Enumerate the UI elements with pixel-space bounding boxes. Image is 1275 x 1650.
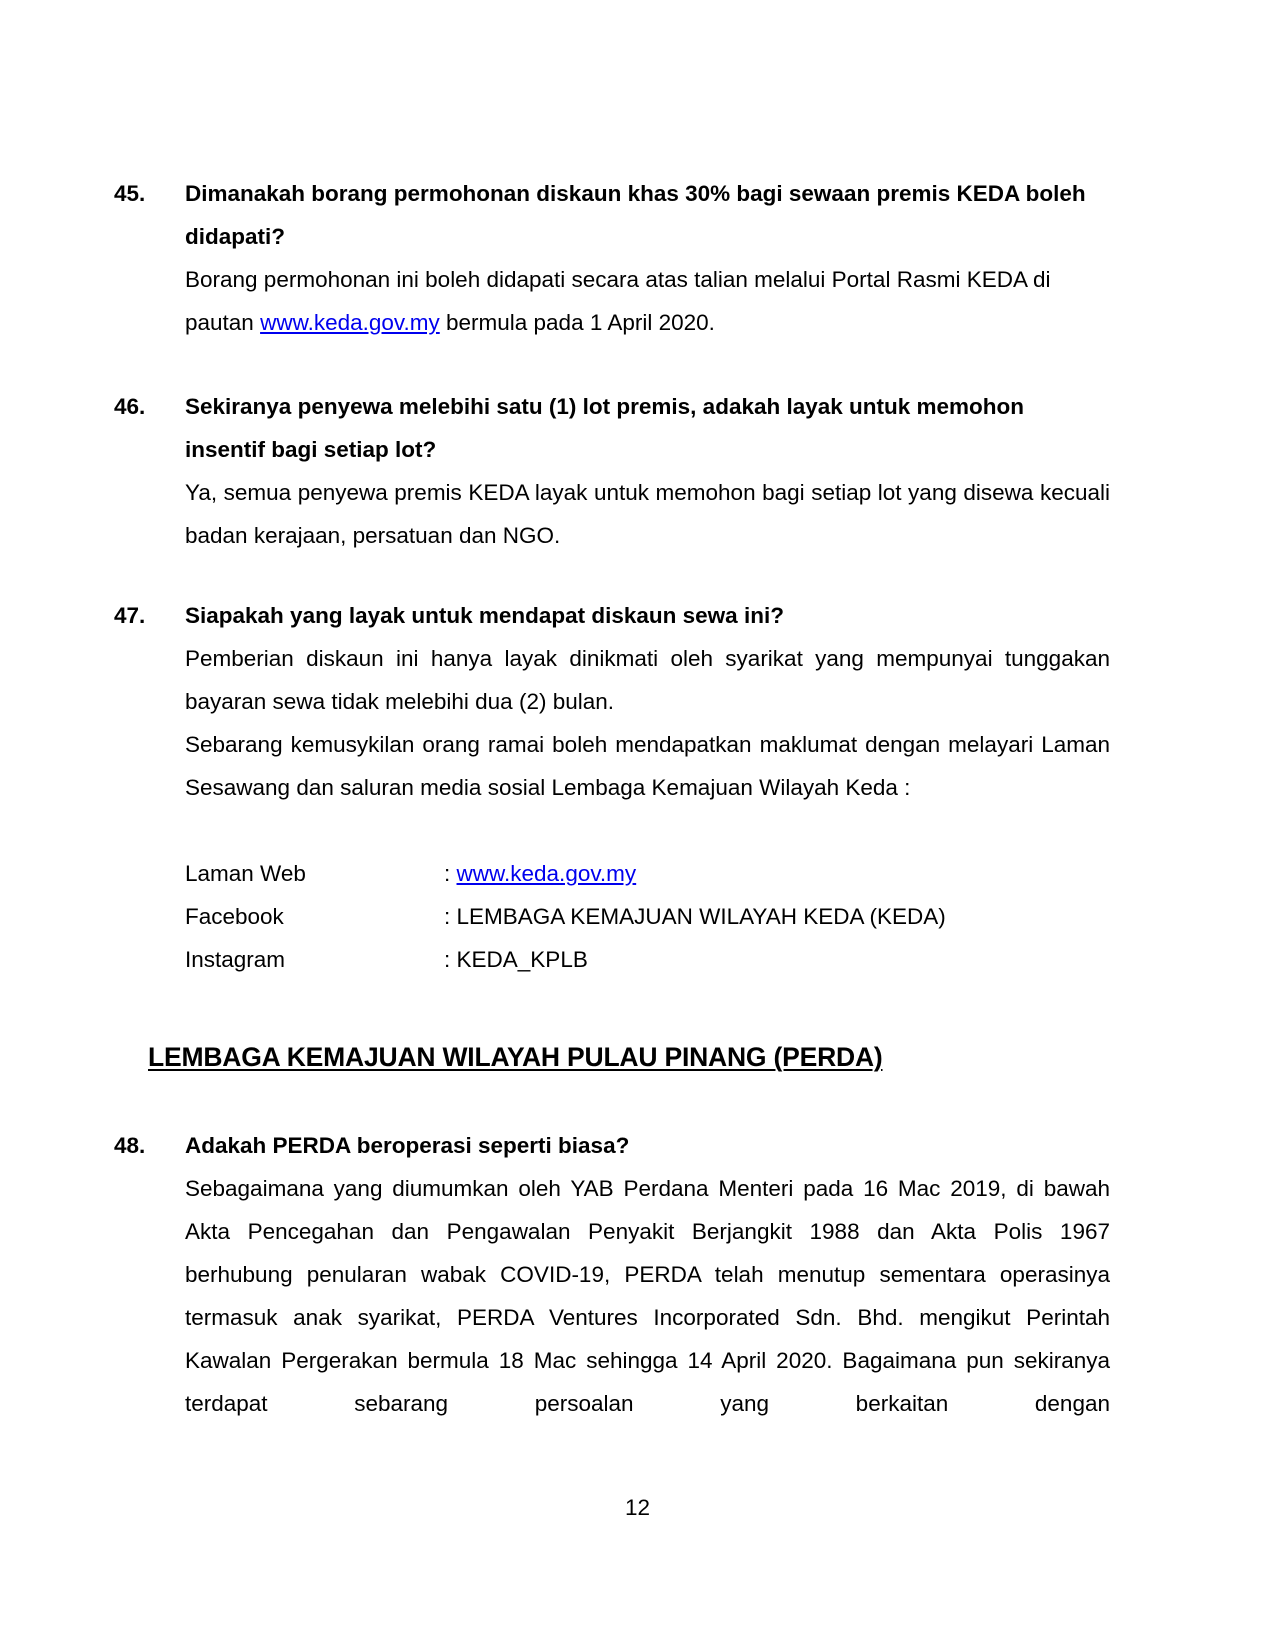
answer-text xyxy=(185,258,1110,344)
question-text: Sekiranya penyewa melebihi satu (1) lot premis, adakah layak untuk memohon insentif bagi setiap lot? xyxy=(185,394,1025,462)
question-text: Siapakah yang layak untuk mendapat diskaun sewa ini? xyxy=(185,603,784,628)
question-text: Adakah PERDA beroperasi seperti biasa? xyxy=(185,1133,630,1158)
contact-value xyxy=(444,852,1085,895)
question-number: 46. xyxy=(114,394,146,419)
question-number: 47. xyxy=(114,603,146,628)
section-heading: LEMBAGA KEMAJUAN WILAYAH PULAU PINANG (PERDA) xyxy=(148,1042,883,1072)
contact-row-instagram xyxy=(185,938,1085,981)
answer-text-part: bermula pada 1 April 2020. xyxy=(439,310,715,335)
separator: : xyxy=(444,904,457,929)
instagram-value: KEDA_KPLB xyxy=(456,947,588,972)
faq-item-48 xyxy=(114,1124,1110,1425)
answer-text: Pemberian diskaun ini hanya layak dinikmati oleh syarikat yang mempunyai tunggakan bayaran sewa tidak melebihi dua (2) bulan. xyxy=(185,646,1110,714)
contact-list xyxy=(185,852,1085,981)
answer-extra-text: Sebarang kemusykilan orang ramai boleh mendapatkan maklumat dengan melayari Laman Sesawang dan saluran media sosial Lembaga Kemajuan Wilayah Keda : xyxy=(185,732,1110,800)
faq-item-46 xyxy=(114,385,1110,557)
contact-value xyxy=(444,938,1085,981)
answer-text-part: Borang permohonan ini boleh didapati secara atas talian melalui Portal Rasmi KEDA di pautan xyxy=(185,267,1051,335)
contact-label: Laman Web xyxy=(185,861,306,886)
website-link[interactable]: www.keda.gov.my xyxy=(456,861,637,886)
separator: : xyxy=(444,861,457,886)
faq-item-47 xyxy=(114,594,1110,809)
facebook-value: LEMBAGA KEMAJUAN WILAYAH KEDA (KEDA) xyxy=(456,904,946,929)
separator: : xyxy=(444,947,457,972)
question-text: Dimanakah borang permohonan diskaun khas 30% bagi sewaan premis KEDA boleh didapati? xyxy=(185,181,1086,249)
answer-text: Ya, semua penyewa premis KEDA layak untuk memohon bagi setiap lot yang disewa kecuali badan kerajaan, persatuan dan NGO. xyxy=(185,480,1110,548)
contact-label: Facebook xyxy=(185,904,284,929)
question-number: 48. xyxy=(114,1133,146,1158)
faq-item-45 xyxy=(114,172,1110,344)
contact-row-facebook xyxy=(185,895,1085,938)
page-number: 12 xyxy=(624,1495,651,1520)
keda-website-link[interactable]: www.keda.gov.my xyxy=(260,310,440,335)
question-number: 45. xyxy=(114,181,146,206)
contact-row-website xyxy=(185,852,1085,895)
contact-label: Instagram xyxy=(185,947,286,972)
contact-value xyxy=(444,895,1085,938)
answer-text: Sebagaimana yang diumumkan oleh YAB Perdana Menteri pada 16 Mac 2019, di bawah Akta Pencegahan dan Pengawalan Penyakit Berjangkit 1988 dan Akta Polis 1967 berhubung penularan wabak COVID-19, PERDA telah menutup sementara operasinya termasuk anak syarikat, PERDA Ventures Incorporated Sdn. Bhd. mengikut Perintah Kawalan Pergerakan bermula 18 Mac sehingga 14 April 2020. Bagaimana pun sekiranya terdapat sebarang persoalan yang berkaitan dengan xyxy=(185,1176,1110,1416)
